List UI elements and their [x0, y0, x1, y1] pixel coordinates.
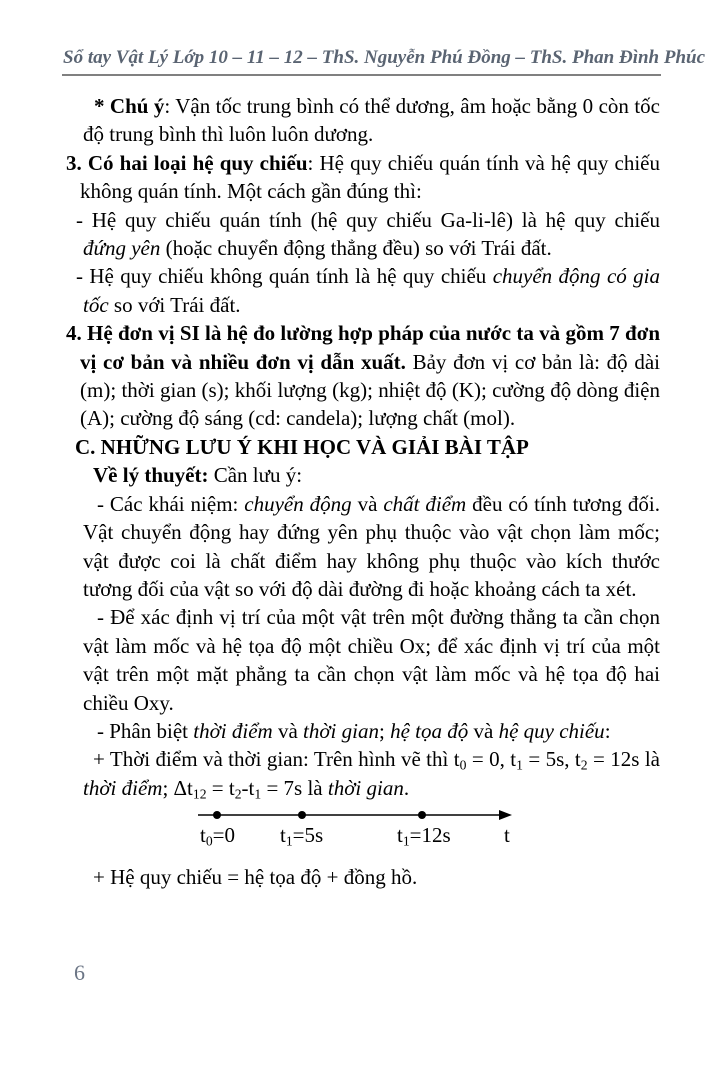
header-rule	[62, 74, 661, 76]
paragraph-he-quy-chieu-bang: + Hệ quy chiếu = hệ tọa độ + đồng hồ.	[93, 865, 418, 890]
time-axis	[83, 802, 660, 854]
timeline-point	[213, 811, 221, 819]
section-heading-c: C. NHỮNG LƯU Ý KHI HỌC VÀ GIẢI BÀI TẬP	[75, 434, 529, 459]
timeline-diagram	[83, 802, 660, 854]
paragraph-item-3: 3. Có hai loại hệ quy chiếu: Hệ quy chiếu quán tính và hệ quy chiếu không quán tính. Một cách gần đúng thì:	[66, 150, 660, 204]
paragraph-thoi-diem-thoi-gian: + Thời điểm và thời gian: Trên hình vẽ thì $t_0 = 0$, $t_1 = 5s$, $t_2 = 12s$ là thời điểm; $\Delta t_{12} = t_2-t_1 = 7s$ là thời gian.	[83, 747, 660, 802]
timeline-arrowhead	[499, 810, 512, 820]
timeline-label-t0: $t_0=0$	[200, 823, 236, 849]
timeline-point	[298, 811, 306, 819]
page-number: 6	[74, 960, 85, 985]
paragraph-xac-dinh-vi-tri: - Để xác định vị trí của một vật trên một đường thẳng ta cần chọn vật làm mốc và hệ tọa độ một chiều Ox; để xác định vị trí của một vật trên một mặt phẳng ta cần chọn vật làm mốc và hệ tọa độ hai chiều Oxy.	[83, 605, 660, 715]
paragraph-hqc-quan-tinh: - Hệ quy chiếu quán tính (hệ quy chiếu Ga-li-lê) là hệ quy chiếu đứng yên (hoặc chuyển động thẳng đều) so với Trái đất.	[76, 207, 660, 261]
paragraph-chu-y: * Chú ý: Vận tốc trung bình có thể dương, âm hoặc bằng 0 còn tốc độ trung bình thì luôn luôn dương.	[83, 94, 660, 147]
paragraph-cac-khai-niem: - Các khái niệm: chuyển động và chất điểm đều có tính tương đối. Vật chuyển động hay đứng yên phụ thuộc vào vật chọn làm mốc; vật được coi là chất điểm hay không phụ thuộc vào kích thước tương đối của vật so với độ dài đường đi hoặc khoảng cách ta xét.	[83, 491, 661, 601]
document-body	[66, 92, 661, 892]
timeline-label-t: t	[504, 823, 510, 848]
paragraph-ve-ly-thuyet: Về lý thuyết: Cần lưu ý:	[93, 463, 303, 488]
timeline-label-t12: $t_1=12s$	[397, 823, 451, 849]
paragraph-hqc-khong-quan-tinh: - Hệ quy chiếu không quán tính là hệ quy chiếu chuyển động có gia tốc so với Trái đất.	[76, 264, 660, 317]
timeline-point	[418, 811, 426, 819]
paragraph-phan-biet: - Phân biệt thời điểm và thời gian; hệ tọa độ và hệ quy chiếu:	[97, 718, 611, 743]
paragraph-item-4: 4. Hệ đơn vị SI là hệ đo lường hợp pháp của nước ta và gồm 7 đơn vị cơ bản và nhiều đơn vị dẫn xuất. Bảy đơn vị cơ bản là: độ dài (m); thời gian (s); khối lượng (kg); nhiệt độ (K); cường độ dòng điện (A); cường độ sáng (cd: candela); lượng chất (mol).	[66, 321, 660, 431]
header-title: Sổ tay Vật Lý Lớp 10 – 11 – 12 – ThS. Nguyễn Phú Đồng – ThS. Phan Đình Phúc	[63, 47, 706, 68]
timeline-label-t1: $t_1=5s$	[280, 823, 324, 849]
